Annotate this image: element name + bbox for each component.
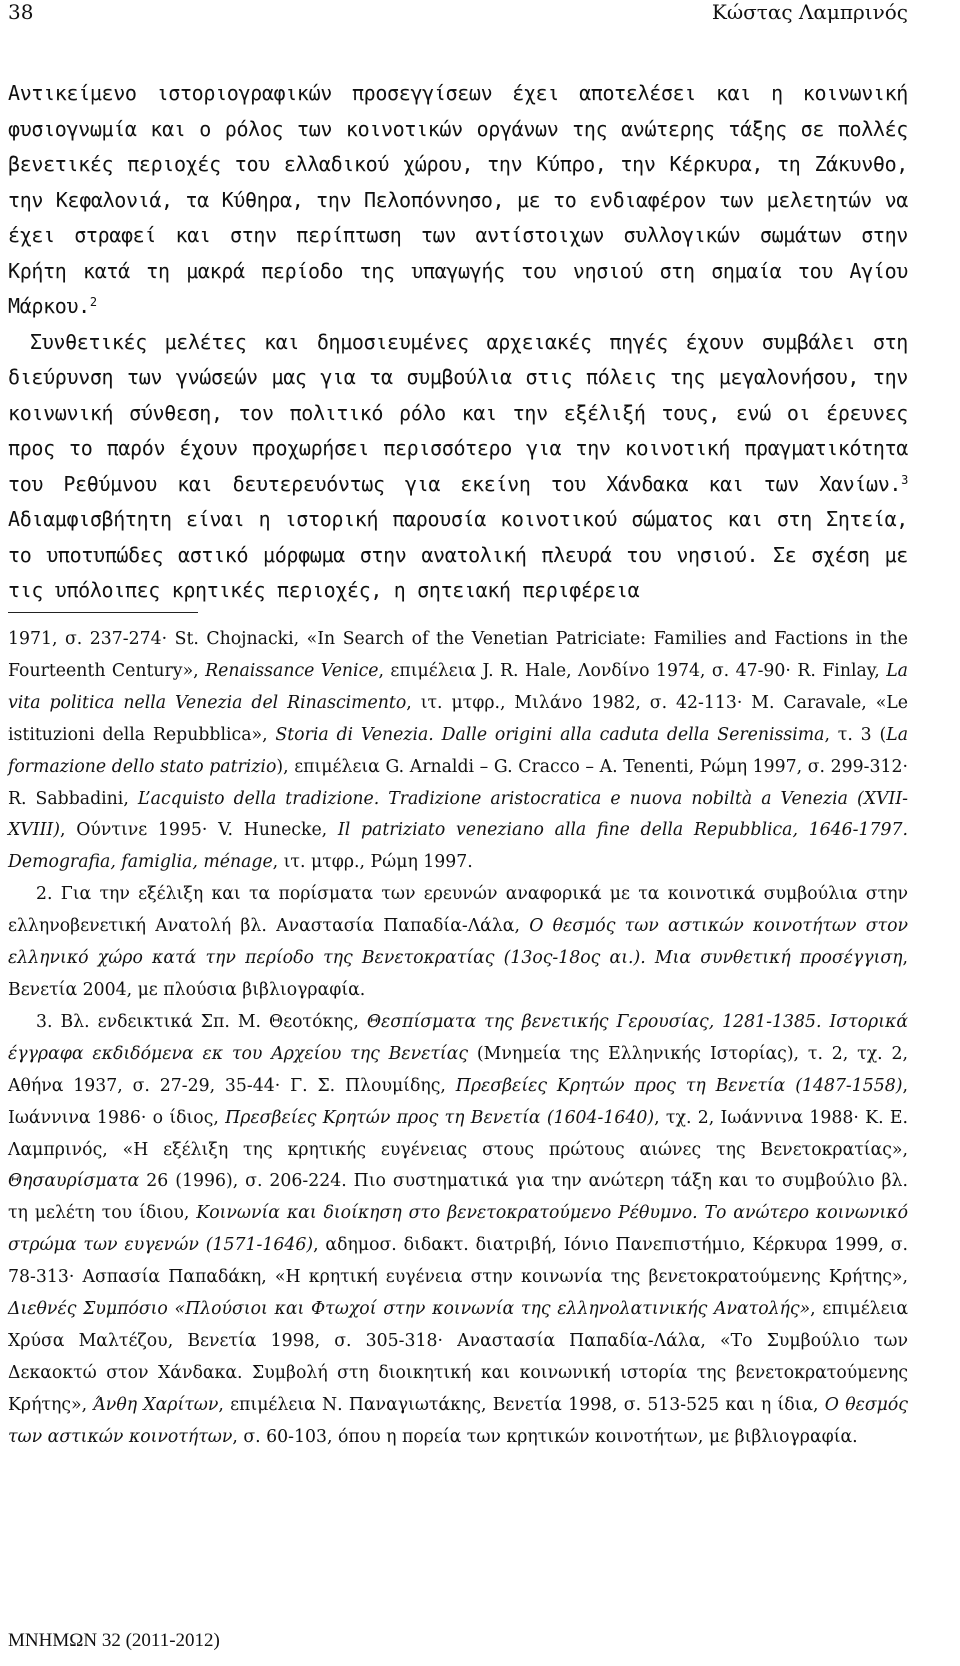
journal-footer: ΜΝΗΜΩΝ 32 (2011-2012) bbox=[8, 1630, 220, 1651]
n3-segment: Κοινωνία και διοίκηση στο βενετοκρατούμενο Ρέθυμνο. Το ανώτερο κοινωνικό στρώμα των ευγενών (1571-1646) bbox=[8, 1203, 908, 1256]
n3-segment: , επιμέλεια Χρύσα Μαλτέζου, Βενετία 1998, σ. 305-318· Αναστασία Παπαδία-Λάλα, «Το Συμβούλιο των Δεκαοκτώ στον Χάνδακα. Συμβολή στη διοικητική και κοινωνική ιστορία της βενετοκρατούμενης Κρήτης», bbox=[8, 1299, 909, 1415]
n3-segment: Πρεσβείες Κρητών προς τη Βενετία (1487-1558) bbox=[455, 1075, 903, 1096]
n1-segment: Renaissance Venice bbox=[205, 660, 379, 681]
n3-segment: Άνθη Χαρίτων bbox=[93, 1394, 219, 1415]
n3-segment: , Ιωάννινα 1986· ο ίδιος, bbox=[8, 1075, 908, 1128]
footnote-3 bbox=[8, 1007, 908, 1454]
running-head: Κώστας Λαμπρινός bbox=[711, 0, 908, 24]
paragraph-2-text-b: Αδιαμφισβήτητη είναι η ιστορική παρουσία κοινοτικού σώματος και στη Σητεία, το υποτυπώδες αστικό μόρφωμα στην ανατολική πλευρά του νησιού. Σε σχέση με τις υπόλοιπες κρητικές περιοχές, η σητειακή περιφέρεια bbox=[8, 507, 908, 602]
n3-segment: , σ. 60-103, όπου η πορεία των κρητικών κοινοτήτων, με βιβλιογραφία. bbox=[232, 1426, 858, 1447]
n3-segment: , τχ. 2, Ιωάννινα 1988· Κ. Ε. Λαμπρινός, «Η εξέλιξη της κρητικής ευγένειας στους πρώτους αιώνες της Βενετοκρατίας», bbox=[8, 1107, 908, 1160]
n3-segment: Θεσπίσματα της βενετικής Γερουσίας, 1281-1385. Ιστορικά έγγραφα εκδιδόμενα εκ του Αρχείου της Βενετίας bbox=[8, 1011, 908, 1064]
footnote-ref-2: 2 bbox=[89, 295, 97, 309]
footnote-separator bbox=[8, 612, 198, 613]
paragraph-2 bbox=[8, 325, 908, 609]
n1-segment: 1971, σ. 237-274· St. Chojnacki, «In Search of the Venetian Patriciate: Families and Factions in the Fourteenth Century», bbox=[8, 629, 908, 681]
n1-segment: La formazione dello stato patrizio bbox=[8, 724, 908, 777]
n1-segment: L’acquisto della tradizione. Tradizione aristocratica e nuova nobiltà a Venezia (XVII-XVIII) bbox=[8, 788, 908, 841]
n2-segment: Ο θεσμός των αστικών κοινοτήτων στον ελληνικό χώρο κατά την περίοδο της Βενετοκρατίας (13ος-18ος αι.). Μια συνθετική προσέγγιση bbox=[8, 916, 908, 969]
n3-segment: 3. Βλ. ενδεικτικά Σπ. Μ. Θεοτόκης, bbox=[36, 1011, 367, 1032]
n3-segment: Διεθνές Συμπόσιο «Πλούσιοι και Φτωχοί στην κοινωνία της ελληνολατινικής Ανατολής» bbox=[8, 1299, 811, 1320]
n1-segment: , ιτ. μτφρ., Ρώμη 1997. bbox=[272, 852, 473, 873]
footnotes bbox=[8, 624, 908, 1454]
paragraph-2-text-a: Συνθετικές μελέτες και δημοσιευμένες αρχειακές πηγές έχουν συμβάλει στη διεύρυνση των γνώσεών μας για τα συμβούλια στις πόλεις της μεγαλονήσου, την κοινωνική σύνθεση, τον πολιτικό ρόλο και την εξέλιξή τους, ενώ οι έρευνες προς το παρόν έχουν προχωρήσει περισσότερο για την κοινοτική πραγματικότητα του Ρεθύμνου και δευτερευόντως για εκείνη του Χάνδακα και των Χανίων. bbox=[8, 329, 908, 496]
n3-segment: Ο θεσμός των αστικών κοινοτήτων bbox=[8, 1394, 908, 1447]
n3-segment: (Μνημεία της Ελληνικής Ιστορίας), τ. 2, τχ. 2, Αθήνα 1937, σ. 27-29, 35-44· Γ. Σ. Πλουμίδης, bbox=[8, 1043, 908, 1096]
footnote-1-continued bbox=[8, 624, 908, 879]
n1-segment: Storia di Venezia. Dalle origini alla caduta della Serenissima bbox=[275, 724, 825, 745]
book-page bbox=[8, 0, 908, 1666]
n1-segment: La vita politica nella Venezia del Rinascimento bbox=[8, 660, 908, 713]
n1-segment: , τ. 3 ( bbox=[824, 724, 887, 745]
n3-segment: Πρεσβείες Κρητών προς τη Βενετία (1604-1640) bbox=[225, 1107, 655, 1128]
main-text bbox=[8, 76, 908, 609]
n3-segment: 26 (1996), σ. 206-224. Πιο συστηματικά για την ανώτερη τάξη και το συμβούλιο βλ. τη μελέτη του ίδιου, bbox=[8, 1171, 908, 1224]
n2-segment: , Βενετία 2004, με πλούσια βιβλιογραφία. bbox=[8, 948, 908, 1000]
page-number: 38 bbox=[8, 0, 34, 24]
n1-segment: ), επιμέλεια G. Arnaldi – G. Cracco – A. Tenenti, Ρώμη 1997, σ. 299-312· R. Sabbadini, bbox=[8, 756, 908, 809]
paragraph-1-text: Αντικείμενο ιστοριογραφικών προσεγγίσεων έχει αποτελέσει και η κοινωνική φυσιογνωμία και ο ρόλος των κοινοτικών οργάνων της ανώτερης τάξης σε πολλές βενετικές περιοχές του ελλαδικού χώρου, την Κύπρο, την Κέρκυρα, τη Ζάκυνθο, την Κεφαλονιά, τα Κύθηρα, την Πελοπόννησο, με το ενδιαφέρον των μελετητών να έχει στραφεί και στην περίπτωση των αντίστοιχων συλλογικών σωμάτων στην Κρήτη κατά τη μακρά περίοδο της υπαγωγής του νησιού στη σημαία του Αγίου Μάρκου. bbox=[8, 81, 908, 318]
n1-segment: Il patriziato veneziano alla fine della Repubblica, 1646-1797. Demografia, famiglia, ménage bbox=[8, 820, 908, 873]
n1-segment: , επιμέλεια J. R. Hale, Λονδίνο 1974, σ. 47-90· R. Finlay, bbox=[378, 660, 887, 681]
n3-segment: Θησαυρίσματα bbox=[8, 1171, 140, 1192]
n1-segment: , ιτ. μτφρ., Μιλάνο 1982, σ. 42-113· M. Caravale, «Le istituzioni della Repubblica», bbox=[8, 692, 908, 745]
paragraph-1 bbox=[8, 76, 908, 325]
footnote-2 bbox=[8, 879, 908, 1007]
n2-segment: 2. Για την εξέλιξη και τα πορίσματα των ερευνών αναφορικά με τα κοινοτικά συμβούλια στην ελληνοβενετική Ανατολή βλ. Αναστασία Παπαδία-Λάλα, bbox=[8, 884, 908, 937]
n3-segment: , αδημοσ. διδακτ. διατριβή, Ιόνιο Πανεπιστήμιο, Κέρκυρα 1999, σ. 78-313· Ασπασία Παπαδάκη, «Η κρητική ευγένεια στην κοινωνία της βενετοκρατούμενης Κρήτης», bbox=[8, 1235, 908, 1288]
footnote-ref-3: 3 bbox=[901, 472, 908, 487]
page-header bbox=[8, 0, 908, 40]
n1-segment: , Ούντινε 1995· V. Hunecke, bbox=[60, 820, 338, 841]
n3-segment: , επιμέλεια Ν. Παναγιωτάκης, Βενετία 1998, σ. 513-525 και η ίδια, bbox=[218, 1394, 825, 1415]
